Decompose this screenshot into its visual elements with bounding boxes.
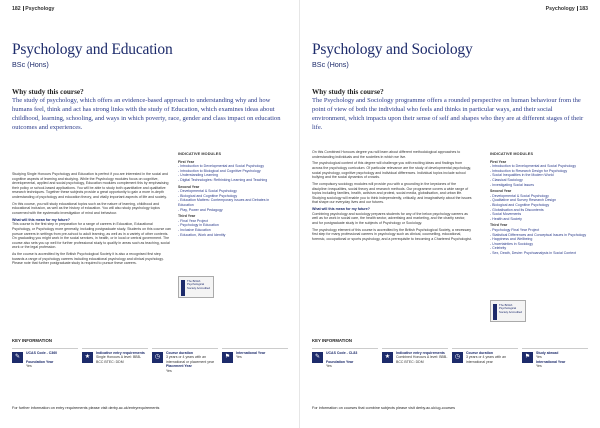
key-info-international: ⚑ International Year Yes <box>222 348 288 398</box>
module-item: - Health and Society <box>490 216 522 221</box>
star-icon: ★ <box>82 352 93 363</box>
module-item: - Developmental & Social Psychology <box>490 193 549 198</box>
module-item: - Qualitative and Survey Research Design <box>490 198 557 203</box>
module-year: Third Year <box>490 223 508 228</box>
course-description <box>12 172 172 268</box>
accreditation-text: The psychology element of this course is accredited by the British Psychological Society, a necessary first step for many professional careers in psychology such as clinical, counselling, educational, forensic, occupational or sports psychology, and a prerequisite to becoming a Chartered Psychologist. <box>312 227 472 241</box>
module-item: - Statistical Differences and Conceptual Issues in Psychology <box>490 232 587 237</box>
module-year: First Year <box>178 159 195 164</box>
footer-note: For further information on entry requirements please visit derby.ac.uk/entryrequirements <box>12 406 160 410</box>
bps-accreditation-logo: The British Psychological Society Accredited <box>490 300 526 322</box>
module-item: - Introduction to Developmental and Social Psychology <box>490 164 576 169</box>
key-info-entry: ★ Indicative entry requirements Combined Honours A level: BBB-BCC BTEC: DDM <box>382 348 448 398</box>
star-icon: ★ <box>382 352 393 363</box>
pencil-icon: ✎ <box>12 352 23 363</box>
module-item: - Celebrity <box>490 246 507 251</box>
module-item: - Introduction to Biological and Cognitive Psychology <box>178 168 261 173</box>
key-info-ucas: ✎ UCAS Code - C360 Foundation Year Yes <box>12 348 78 398</box>
career-heading: What will this mean for my future? <box>312 207 370 212</box>
module-item: - Introduction to Research Design for Psychology <box>490 168 568 173</box>
module-item: - Social Movements <box>490 212 522 217</box>
modules-heading: INDICATIVE MODULES <box>490 152 534 156</box>
career-heading: What will this mean for my future? <box>12 217 70 222</box>
key-info-heading: KEY INFORMATION <box>12 338 52 343</box>
why-study-text: The Psychology and Sociology programme offers a rounded perspective on human behaviour from the point of view of both the individual who feels and thinks in particular ways, and their social environment, which impacts upon their sense of self and shapes who they are at different stages of their life. <box>312 97 584 131</box>
why-study-heading: Why study this course? <box>12 88 84 96</box>
body-paragraph: On this Combined Honours degree you will learn about different methodological approaches to understanding individuals and the societies in which we live. <box>312 150 461 159</box>
pencil-icon: ✎ <box>312 352 323 363</box>
module-year: First Year <box>490 159 507 164</box>
page-number: 182 <box>12 6 21 12</box>
module-item: - Classical Sociology <box>490 177 523 182</box>
module-item: - Play, Power and Pedagogy <box>178 207 223 212</box>
key-info-duration: ◷ Course duration 3 years or 4 years with an international year <box>452 348 518 398</box>
flag-icon: ⚑ <box>522 352 533 363</box>
module-item: - Psychology in Education <box>178 223 219 228</box>
module-year: Second Year <box>178 184 200 189</box>
indicative-modules <box>490 152 588 255</box>
body-paragraph: Studying Single Honours Psychology and Education is perfect if you are interested in the social and cognitive aspects of learning and studying. While the Psychology modules focus on cognitive, developmental, applied and social psychology, Education modules complement this by emphasising their policy or school-based applications. You will be able to study both quantitative and qualitative research techniques. Together these subjects provide a great opportunity to gain a more in-depth understanding of psychology and education theory, and vitally important aspects of life and society. <box>12 172 169 199</box>
module-item: - Globalisation and its Discontents <box>490 207 544 212</box>
module-item: - Digital Technologies: Rethinking Learning and Teaching <box>178 177 268 182</box>
page-header <box>546 6 588 12</box>
modules-heading: INDICATIVE MODULES <box>178 152 222 156</box>
module-item: - Happiness and Wellbeing <box>490 237 533 242</box>
indicative-modules <box>178 152 276 237</box>
footer-note: For information on courses that combine subjects please visit derby.ac.uk/ug-courses <box>312 406 456 410</box>
key-info-entry: ★ Indicative entry requirements Single Honours A level: BBB-BCC BTEC: DDM <box>82 348 148 398</box>
module-year: Second Year <box>490 189 512 194</box>
module-year: Third Year <box>178 214 196 219</box>
flag-icon: ⚑ <box>222 352 233 363</box>
bps-accreditation-logo: The British Psychological Society Accredited <box>178 276 214 298</box>
course-title: Psychology and Sociology <box>312 41 473 58</box>
module-item: - Developmental & Social Psychology <box>178 189 237 194</box>
why-study-heading: Why study this course? <box>312 88 384 96</box>
module-item: - Inclusive Education <box>178 227 211 232</box>
key-info-heading: KEY INFORMATION <box>312 338 352 343</box>
accreditation-text: As the course is accredited by the British Psychological Society it is also a recognised first step towards a range of psychology careers including educational psychology and clinical psychology. Please note that further postgraduate study is required to pursue these careers. <box>12 252 164 266</box>
why-study-text: The study of psychology, which offers an evidence-based approach to understanding why and how humans feel, think and act has strong links with the study of Education, which examines ideas about childhood, learning, schooling, and ways in which poverty, race, gender and class impact on education outcomes and experiences. <box>12 97 281 131</box>
module-item: - Education Matters: Contemporary Issues and Debates in Education <box>178 198 270 207</box>
key-info-ucas: ✎ UCAS Code - CL83 Foundation Year Yes <box>312 348 378 398</box>
clock-icon: ◷ <box>452 352 463 363</box>
module-item: - Sex, Death, Desire: Psychoanalysis in Social Context <box>490 250 576 255</box>
module-item: - Uncertainties in Sociology <box>490 241 533 246</box>
page-header <box>12 6 54 12</box>
module-item: - Final Year Project <box>178 218 208 223</box>
course-description <box>312 150 472 244</box>
module-item: - Investigating Social Issues <box>490 182 534 187</box>
body-paragraph: On this course, you will study educational topics such as the nature of learning, childhood and educational inclusion, as well as the history of education. You will also study psychology topics concerned with the systematic investigation of mind and behaviour. <box>12 201 160 215</box>
section-name: Psychology <box>545 6 575 12</box>
module-item: - Social Inequalities in the Modern World <box>490 173 554 178</box>
section-name: Psychology <box>25 6 55 12</box>
career-text: Combining psychology and sociology prepares students for any of the below psychology careers as well as for work in social care, the health sector, advertising and marketing, and the charity sector, and for postgraduate study in the subjects of Psychology or Sociology. <box>312 211 468 225</box>
module-item: - Psychology Final Year Project <box>490 227 540 232</box>
module-item: - Education, Work and Identity <box>178 232 226 237</box>
key-info-study-abroad: ⚑ Study abroad Yes International Year Yes <box>522 348 588 398</box>
course-award: BSc (Hons) <box>12 60 49 69</box>
course-title: Psychology and Education <box>12 41 173 58</box>
key-info-row <box>12 348 288 398</box>
module-item: - Introduction to Developmental and Social Psychology <box>178 164 264 169</box>
module-item: - Biological and Cognitive Psychology <box>178 193 238 198</box>
key-info-duration: ◷ Course duration 3 years or 4 years with an international or placement year Placement Year Yes <box>152 348 218 398</box>
module-item: - Understanding Learning <box>178 173 219 178</box>
body-paragraph: The psychological content of this degree will challenge you with exciting ideas and findings from across the psychology curriculum. Of particular relevance are the study of developmental psychology, social psychology, cognitive psychology and individual differences. Individual topics include school bullying and the social dynamics of crowds. <box>312 161 472 180</box>
page-right <box>300 0 600 428</box>
module-item: - Biological and Cognitive Psychology <box>490 202 550 207</box>
course-award: BSc (Hons) <box>312 60 349 69</box>
key-info-row <box>312 348 588 398</box>
page-number: 183 <box>579 6 588 12</box>
clock-icon: ◷ <box>152 352 163 363</box>
body-paragraph: The compulsory sociology modules will provide you with a grounding in the keystones of the discipline: inequalities, social theory and research methods. Our programme covers a wide range of topics including families, health, activism and protest, social media, globalisation, and urban life. Studying sociology will enable you to think independently, critically, and imaginatively about the issues that shape our everyday lives and our futures. <box>312 181 472 205</box>
career-text: This course is the first step in preparation for a range of careers in Education, Educational Psychology, or Psychology more generally, including postgraduate study. Students on this course can pursue careers in settings from pre-school to adult learning, as well as in a variety of other contexts. On graduating you might work in the social services, in health, or in local or central government. The course also sets you up well for further professional study to qualify in areas such as teaching, social work or the legal profession. <box>12 222 171 250</box>
